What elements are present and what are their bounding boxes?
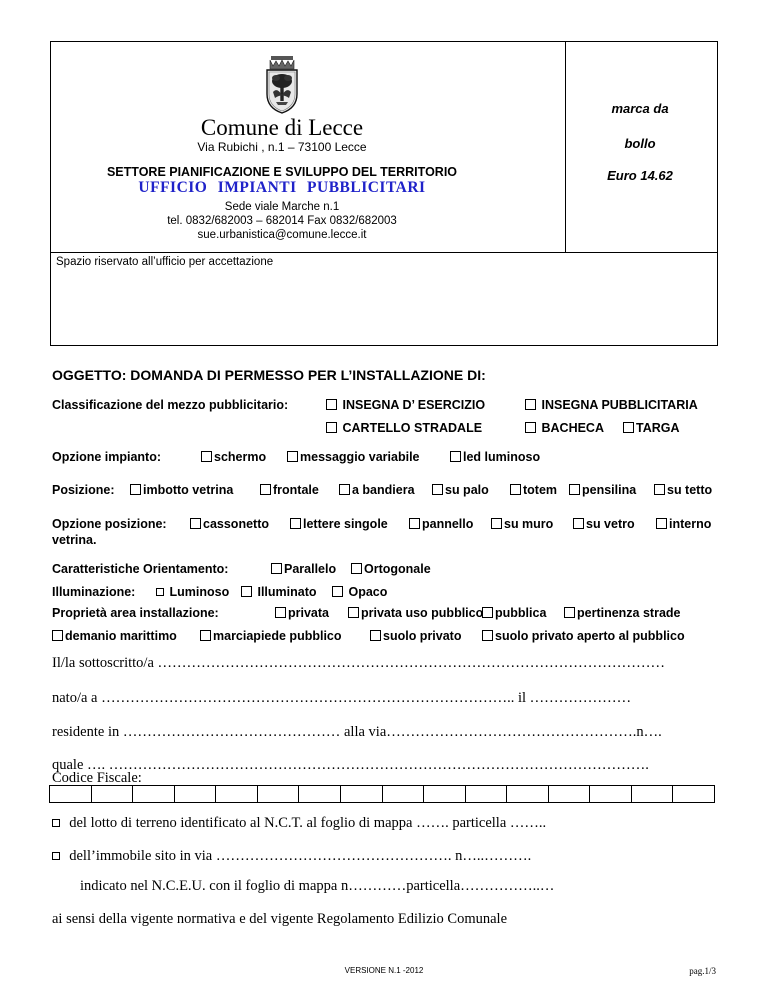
checkbox-box[interactable] [654, 484, 665, 495]
checkbox-label: TARGA [636, 421, 680, 435]
checkbox-label: demanio marittimo [65, 629, 177, 643]
checkbox-box[interactable] [200, 630, 211, 641]
checkbox-su-vetro[interactable] [573, 517, 635, 531]
residente-field[interactable]: residente in ……………………………………… alla via…………………………………………….n…. [52, 724, 662, 740]
cf-cell[interactable] [299, 786, 341, 802]
checkbox-su-tetto[interactable] [654, 483, 712, 497]
checkbox-marciapiede-pubblico[interactable] [200, 629, 342, 643]
checkbox-box[interactable] [482, 630, 493, 641]
checkbox-label: suolo privato aperto al pubblico [495, 629, 685, 643]
checkbox-luminoso[interactable] [156, 585, 229, 599]
cf-cell[interactable] [549, 786, 591, 802]
checkbox-label: INSEGNA PUBBLICITARIA [541, 398, 698, 412]
checkbox-box[interactable] [52, 819, 60, 827]
checkbox-box[interactable] [450, 451, 461, 462]
checkbox-label: Ortogonale [364, 562, 431, 576]
checkbox-box[interactable] [656, 518, 667, 529]
ufficio-word-2: IMPIANTI [217, 179, 297, 196]
checkbox-box[interactable] [130, 484, 141, 495]
orientamento-label: Caratteristiche Orientamento: [52, 562, 229, 576]
checkbox-box[interactable] [482, 607, 493, 618]
cf-cell[interactable] [466, 786, 508, 802]
checkbox-box[interactable] [287, 451, 298, 462]
stamp-line-1: marca da [611, 101, 669, 116]
checkbox-illuminato[interactable] [241, 585, 317, 599]
checkbox-box[interactable] [156, 588, 164, 596]
cf-cell[interactable] [341, 786, 383, 802]
checkbox-parallelo[interactable] [271, 562, 336, 576]
checkbox-box[interactable] [326, 399, 337, 410]
opzione-posizione-label: Opzione posizione: [52, 517, 167, 531]
checkbox-label: pannello [422, 517, 474, 531]
comune-address: Via Rubichi , n.1 – 73100 Lecce [197, 140, 367, 154]
checkbox-box[interactable] [573, 518, 584, 529]
checkbox-label: Illuminato [257, 585, 317, 599]
checkbox-label: BACHECA [541, 421, 604, 435]
checkbox-label: imbotto vetrina [143, 483, 234, 497]
checkbox-suolo-privato-aperto[interactable] [482, 629, 685, 643]
checkbox-lotto[interactable] [52, 815, 546, 832]
checkbox-led-luminoso[interactable] [450, 450, 540, 464]
checkbox-pensilina[interactable] [569, 483, 636, 497]
checkbox-box[interactable] [339, 484, 350, 495]
checkbox-box[interactable] [409, 518, 420, 529]
sottoscritto-field[interactable]: Il/la sottoscritto/a …………………………………………………………………………………………… [52, 655, 666, 671]
sede-address: Sede viale Marche n.1 [224, 201, 340, 213]
ufficio-title [50, 179, 514, 197]
checkbox-insegna-pubblicitaria[interactable] [525, 398, 698, 412]
checkbox-label: su palo [445, 483, 489, 497]
checkbox-label: messaggio variabile [300, 450, 420, 464]
checkbox-box[interactable] [510, 484, 521, 495]
cf-cell[interactable] [632, 786, 674, 802]
sede-info [50, 200, 514, 242]
cf-cell[interactable] [216, 786, 258, 802]
cf-cell[interactable] [673, 786, 714, 802]
checkbox-box[interactable] [351, 563, 362, 574]
checkbox-label: privata uso pubblico [361, 606, 484, 620]
checkbox-box[interactable] [190, 518, 201, 529]
proprieta-label: Proprietà area installazione: [52, 606, 219, 620]
checkbox-box[interactable] [525, 399, 536, 410]
sede-phone: tel. 0832/682003 – 682014 Fax 0832/682003 [167, 215, 397, 227]
checkbox-box[interactable] [201, 451, 212, 462]
checkbox-label: suolo privato [383, 629, 462, 643]
lotto-text: del lotto di terreno identificato al N.C.T. al foglio di mappa ……. particella …….. [69, 815, 547, 831]
opzione-impianto-label: Opzione impianto: [52, 450, 162, 464]
checkbox-box[interactable] [569, 484, 580, 495]
checkbox-frontale[interactable] [260, 483, 319, 497]
checkbox-interno[interactable] [656, 517, 711, 531]
footer-page: pag.1/3 [689, 966, 716, 976]
comune-name: Comune di Lecce [200, 115, 364, 140]
checkbox-privata-uso-pubblico[interactable] [348, 606, 483, 620]
checkbox-label: lettere singole [303, 517, 388, 531]
checkbox-a-bandiera[interactable] [339, 483, 415, 497]
ai-sensi-text: ai sensi della vigente normativa e del vigente Regolamento Edilizio Comunale [52, 911, 508, 927]
checkbox-label: pensilina [582, 483, 637, 497]
checkbox-label: led luminoso [463, 450, 541, 464]
checkbox-box[interactable] [52, 852, 60, 860]
checkbox-box[interactable] [290, 518, 301, 529]
checkbox-targa[interactable] [623, 421, 680, 435]
cf-cell[interactable] [50, 786, 92, 802]
city-crest-icon [262, 56, 302, 114]
checkbox-imbotto-vetrina[interactable] [130, 483, 233, 497]
checkbox-box[interactable] [326, 422, 337, 433]
immobile-text: dell’immobile sito in via …………………………………………. n…..………. [69, 848, 532, 864]
checkbox-label: marciapiede pubblico [213, 629, 342, 643]
checkbox-opaco[interactable] [332, 585, 387, 599]
checkbox-cartello-stradale[interactable] [326, 421, 482, 435]
checkbox-box[interactable] [623, 422, 634, 433]
posizione-label: Posizione: [52, 483, 115, 497]
checkbox-ortogonale[interactable] [351, 562, 431, 576]
opzione-posizione-continuation: vetrina. [52, 533, 97, 547]
reserved-label: Spazio riservato all’ufficio per accettazione [56, 256, 274, 268]
checkbox-su-palo[interactable] [432, 483, 489, 497]
checkbox-bacheca[interactable] [525, 421, 604, 435]
cf-cell[interactable] [175, 786, 217, 802]
checkbox-cassonetto[interactable] [190, 517, 269, 531]
checkbox-label: INSEGNA D’ ESERCIZIO [342, 398, 486, 412]
checkbox-box[interactable] [564, 607, 575, 618]
checkbox-box[interactable] [525, 422, 536, 433]
checkbox-schermo[interactable] [201, 450, 266, 464]
checkbox-box[interactable] [491, 518, 502, 529]
checkbox-label: Luminoso [169, 585, 230, 599]
checkbox-label: pubblica [495, 606, 547, 620]
checkbox-box[interactable] [275, 607, 286, 618]
checkbox-label: privata [288, 606, 329, 620]
cf-cell[interactable] [92, 786, 134, 802]
checkbox-label: a bandiera [352, 483, 415, 497]
checkbox-box[interactable] [348, 607, 359, 618]
footer-version: VERSIONE N.1 -2012 [344, 966, 424, 975]
checkbox-totem[interactable] [510, 483, 557, 497]
cf-cell[interactable] [507, 786, 549, 802]
checkbox-lettere-singole[interactable] [290, 517, 388, 531]
settore-title: SETTORE PIANIFICAZIONE E SVILUPPO DEL TERRITORIO [106, 165, 458, 179]
classificazione-label: Classificazione del mezzo pubblicitario: [52, 398, 289, 412]
checkbox-demanio-marittimo[interactable] [52, 629, 177, 643]
checkbox-su-muro[interactable] [491, 517, 553, 531]
oggetto-title: OGGETTO: DOMANDA DI PERMESSO PER L’INSTALLAZIONE DI: [52, 367, 486, 383]
ufficio-word-3: PUBBLICITARI [307, 179, 426, 196]
checkbox-box[interactable] [432, 484, 443, 495]
checkbox-label: su muro [504, 517, 554, 531]
stamp-line-3: Euro 14.62 [607, 168, 673, 183]
ufficio-word-1: UFFICIO [138, 179, 208, 196]
stamp-line-2: bollo [624, 136, 656, 151]
cf-cell[interactable] [258, 786, 300, 802]
checkbox-box[interactable] [370, 630, 381, 641]
checkbox-label: su tetto [667, 483, 713, 497]
checkbox-box[interactable] [260, 484, 271, 495]
checkbox-label: interno [669, 517, 712, 531]
checkbox-label: CARTELLO STRADALE [342, 421, 483, 435]
checkbox-pertinenza-strade[interactable] [564, 606, 681, 620]
checkbox-label: cassonetto [203, 517, 269, 531]
checkbox-label: totem [523, 483, 558, 497]
nato-field[interactable]: nato/a a ………………………………………………………………………….. il ………………… [52, 690, 632, 706]
checkbox-label: pertinenza strade [577, 606, 681, 620]
checkbox-label: Parallelo [284, 562, 337, 576]
cf-cell[interactable] [383, 786, 425, 802]
codice-fiscale-label: Codice Fiscale: [52, 770, 142, 786]
checkbox-insegna-esercizio[interactable] [326, 398, 485, 412]
cf-cell[interactable] [133, 786, 175, 802]
checkbox-pannello[interactable] [409, 517, 473, 531]
checkbox-box[interactable] [271, 563, 282, 574]
cf-cell[interactable] [424, 786, 466, 802]
checkbox-suolo-privato[interactable] [370, 629, 461, 643]
checkbox-label: su vetro [586, 517, 635, 531]
quale-field[interactable]: quale …. …………………………………………………………………………………………………. [52, 757, 649, 773]
codice-fiscale-grid[interactable] [49, 785, 715, 803]
checkbox-box[interactable] [332, 586, 343, 597]
checkbox-messaggio-variabile[interactable] [287, 450, 420, 464]
checkbox-pubblica[interactable] [482, 606, 546, 620]
illuminazione-label: Illuminazione: [52, 585, 136, 599]
cf-cell[interactable] [590, 786, 632, 802]
checkbox-label: Opaco [348, 585, 388, 599]
indicato-field[interactable]: indicato nel N.C.E.U. con il foglio di mappa n…………particella……………..… [80, 878, 555, 894]
checkbox-immobile[interactable] [52, 848, 531, 865]
checkbox-box[interactable] [241, 586, 252, 597]
sede-email: sue.urbanistica@comune.lecce.it [197, 229, 367, 241]
checkbox-privata[interactable] [275, 606, 329, 620]
checkbox-label: schermo [214, 450, 267, 464]
checkbox-label: frontale [273, 483, 319, 497]
checkbox-box[interactable] [52, 630, 63, 641]
